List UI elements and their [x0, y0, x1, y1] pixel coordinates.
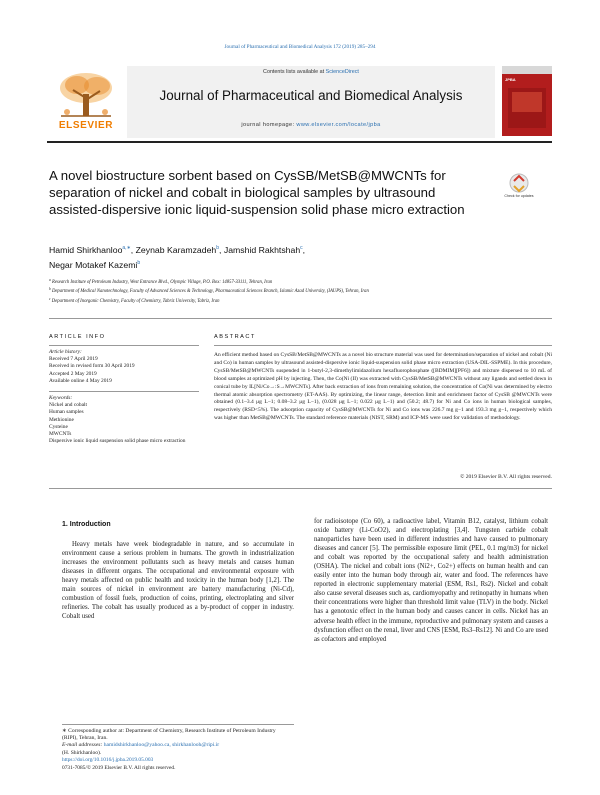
history-item: Received 7 April 2019 [49, 356, 98, 363]
contents-line [127, 69, 495, 75]
sciencedirect-link[interactable]: ScienceDirect [325, 69, 359, 75]
author[interactable]: Hamid Shirkhanloo$^{a,∗}$, [49, 245, 136, 255]
keywords-rule [49, 391, 199, 392]
author-list [49, 242, 469, 271]
journal-title[interactable]: Journal of Pharmaceutical and Biomedical Analysis [159, 88, 463, 103]
header-divider [47, 141, 552, 143]
check-updates-icon [505, 172, 533, 194]
author[interactable]: Jamshid Rakhtshah$^c$, [223, 245, 306, 255]
article-title: A novel biostructure sorbent based on CysSB/MetSB@MWCNTs for separation of nickel and cobalt in biological samples by ultrasound assisted-dispersive ionic liquid-suspension solid phase micro extraction [49, 168, 465, 217]
journal-cover-thumbnail[interactable] [502, 66, 552, 136]
article-info-label: ARTICLE INFO [49, 334, 106, 340]
affiliation: $^b$ Department of Medical Nanotechnology, Faculty of Advanced Sciences & Technology, Pharmaceutical Sciences Branch, Islamic Azad University, (IAUPS), Tehran, Iran [49, 287, 369, 295]
journal-header-box [127, 66, 495, 138]
affiliation-divider [49, 318, 552, 319]
email-links[interactable]: hamidshirkhanloo@yahoo.ca, shirkhanlooh@ripi.ir [103, 742, 220, 749]
history-heading: Article history: [49, 349, 82, 355]
author[interactable]: Zeynab Karamzadeh$^b$, [135, 245, 224, 255]
affiliation: $^c$ Department of Inorganic Chemistry, Faculty of Chemistry, Tabriz University, Tabriz, Iran [49, 296, 220, 304]
footnote-rule [62, 724, 294, 725]
issn-line: 0731-7085/© 2019 Elsevier B.V. All rights reserved. [62, 764, 176, 771]
history-item: Available online 4 May 2019 [49, 377, 112, 384]
cover-title: JPBA [505, 77, 516, 82]
intro-column-right: for radioisotope (Co 60), a radioactive label, Vitamin B12, catalyst, lithium cobalt oxide battery (Li-CoO2), and electroplating [3,4]. Tungsten carbide cobalt nanoparticles have been used in different industries and have caused to pulmonary diseases and cancer [5]. The permissible exposure limit (PEL, 0.1 mg/m3) for nickel and cobalt was reported by the occupational safety and health administration (OSHA). The nickel and cobalt ions (Ni2+, Co2+) effects on human health and can easily enter into the human body through air, water and food. The references have reported in electronic supplementary material (ESM, Rs1, Rs2). Nickel and cobalt also cause several diseases such as, cardiomyopathy and retinopathy in humans when their concentrations were higher than threshold limit value (TLV) in the body. Nickel has a genotoxic effect in the human body and causes cancer in cells. Nickel has an adverse health effect in the immune, reproductive and pulmonary system and causes a dysfunction effect on the renal, liver and CNS [ESM, Rs3–Rs12]. Ni and Co are used as cofactors and employed [314, 518, 548, 643]
keyword: MWCNTs [49, 431, 72, 438]
keyword: Human samples [49, 409, 84, 416]
homepage-prefix: journal homepage: [241, 122, 297, 128]
article-info-rule [49, 345, 199, 346]
check-for-updates-badge[interactable] [505, 172, 533, 206]
email-line: E-mail addresses: hamidshirkhanloo@yahoo.ca, shirkhanlooh@ripi.ir [62, 742, 220, 749]
abstract-label: ABSTRACT [214, 334, 256, 340]
publisher-wordmark: ELSEVIER [58, 120, 114, 131]
keyword: Methionine [49, 416, 74, 423]
contents-prefix: Contents lists available at [263, 69, 326, 75]
section-heading-introduction: 1. Introduction [62, 521, 111, 528]
running-head[interactable]: Journal of Pharmaceutical and Biomedical Analysis 172 (2019) 285–294 [224, 44, 376, 50]
history-item: Received in revised form 30 April 2019 [49, 363, 135, 370]
affiliation: $^a$ Research Institute of Petroleum Industry, West Entrance Blvd., Olympic Village, P.O. Box: 14857-33111, Tehran, Iran [49, 278, 273, 285]
history-item: Accepted 2 May 2019 [49, 370, 97, 377]
doi-block [62, 757, 292, 772]
corresponding-author-text: ∗ Corresponding author at: Department of Chemistry, Research Institute of Petroleum Industry (RIPI), Tehran, Iran. [62, 728, 276, 742]
check-updates-label: Check for updates [504, 194, 534, 198]
abstract-bottom-rule [49, 488, 552, 489]
abstract-text: An efficient method based on CysSB/MetSB@MWCNTs as a novel bio structure material was used for determination/separation of nickel and cobalt (Ni and Co) in human samples by ultrasound assisted-dispersive ionic liquid-suspension solid phase micro extraction (USA-DIL-SSPME). In this procedure, CysSB/MetSB@MWCNTs suspended in 1-butyl-2,3-dimethylimidazolium hexafluorophosphate ([BDMIM][PF6]) and mixture dispersed to 10 mL of blood samples at optimized pH by injecting. Then, the Co(Ni (II) was extracted with CysSB/MetSB@MWCNTs without any ligands and settled down in conical tube by IL[Ni/Co→:S→MWCNTs]. After back extraction of ions from remaining solution, the concentration of Co(Ni was determined by electro thermal atomic absorption spectrometry (ET-AAS). By optimizing, the linear range, detection limit and enrichment factor of CysSB @MWCNTs were obtained (0.1–3.4 μg L−1; 0.08–3.2 μg L−1), (0.028 μg L−1; 0.022 μg L−1) and (50.2; 48.7) for Ni and Co ions in human biological samples, respectively (RSD<5%). The adsorption capacity of CysSB@MWCNTs for Ni and Co ions was 226.7 mg g−1 and 193.3 mg g−1, respectively which was higher than MetSB@MWCNTs. The standard reference materials (NIST, SRM) and ICP-MS were used for validation of methodology. [214, 352, 552, 422]
email-owner: (H. Shirkhanloo). [62, 749, 102, 756]
homepage-url-link[interactable]: www.elsevier.com/locate/jpba [296, 122, 381, 128]
journal-masthead [47, 66, 552, 138]
intro-column-left: Heavy metals have week biodegradable in nature, and so accumulate in environment cause a serious problem in humans. The growth in industrialization increases the environment pollutants such as heavy metals and causes human diseases in different organs. The occupational and environmental exposure with heavy metals affected on public health and toxicity in the human body [1,2]. The main sources of nickel in environment are battery manufacturing (Ni-Cd), combustion of fossil fuels, production of coins, printing, electroplating and silver refineries. The cobalt has usually produced as a by-product of copper in industry. Cobalt used [62, 541, 294, 621]
article-info-panel [49, 349, 199, 445]
homepage-line [127, 122, 495, 128]
abstract-copyright: © 2019 Elsevier B.V. All rights reserved. [460, 474, 552, 480]
keyword: Dispersive ionic liquid suspension solid phase micro extraction [49, 438, 186, 445]
keyword: Nickel and cobalt [49, 402, 88, 409]
affiliations [49, 277, 519, 305]
keywords-heading: Keywords: [49, 395, 73, 402]
author[interactable]: Negar Motakef Kazemi$^b$ [49, 259, 141, 270]
doi-link[interactable]: https://doi.org/10.1016/j.jpba.2019.05.003 [62, 757, 154, 763]
keyword: Cysteine [49, 423, 68, 430]
abstract-rule [214, 345, 552, 346]
corresponding-author-footnote [62, 728, 292, 757]
